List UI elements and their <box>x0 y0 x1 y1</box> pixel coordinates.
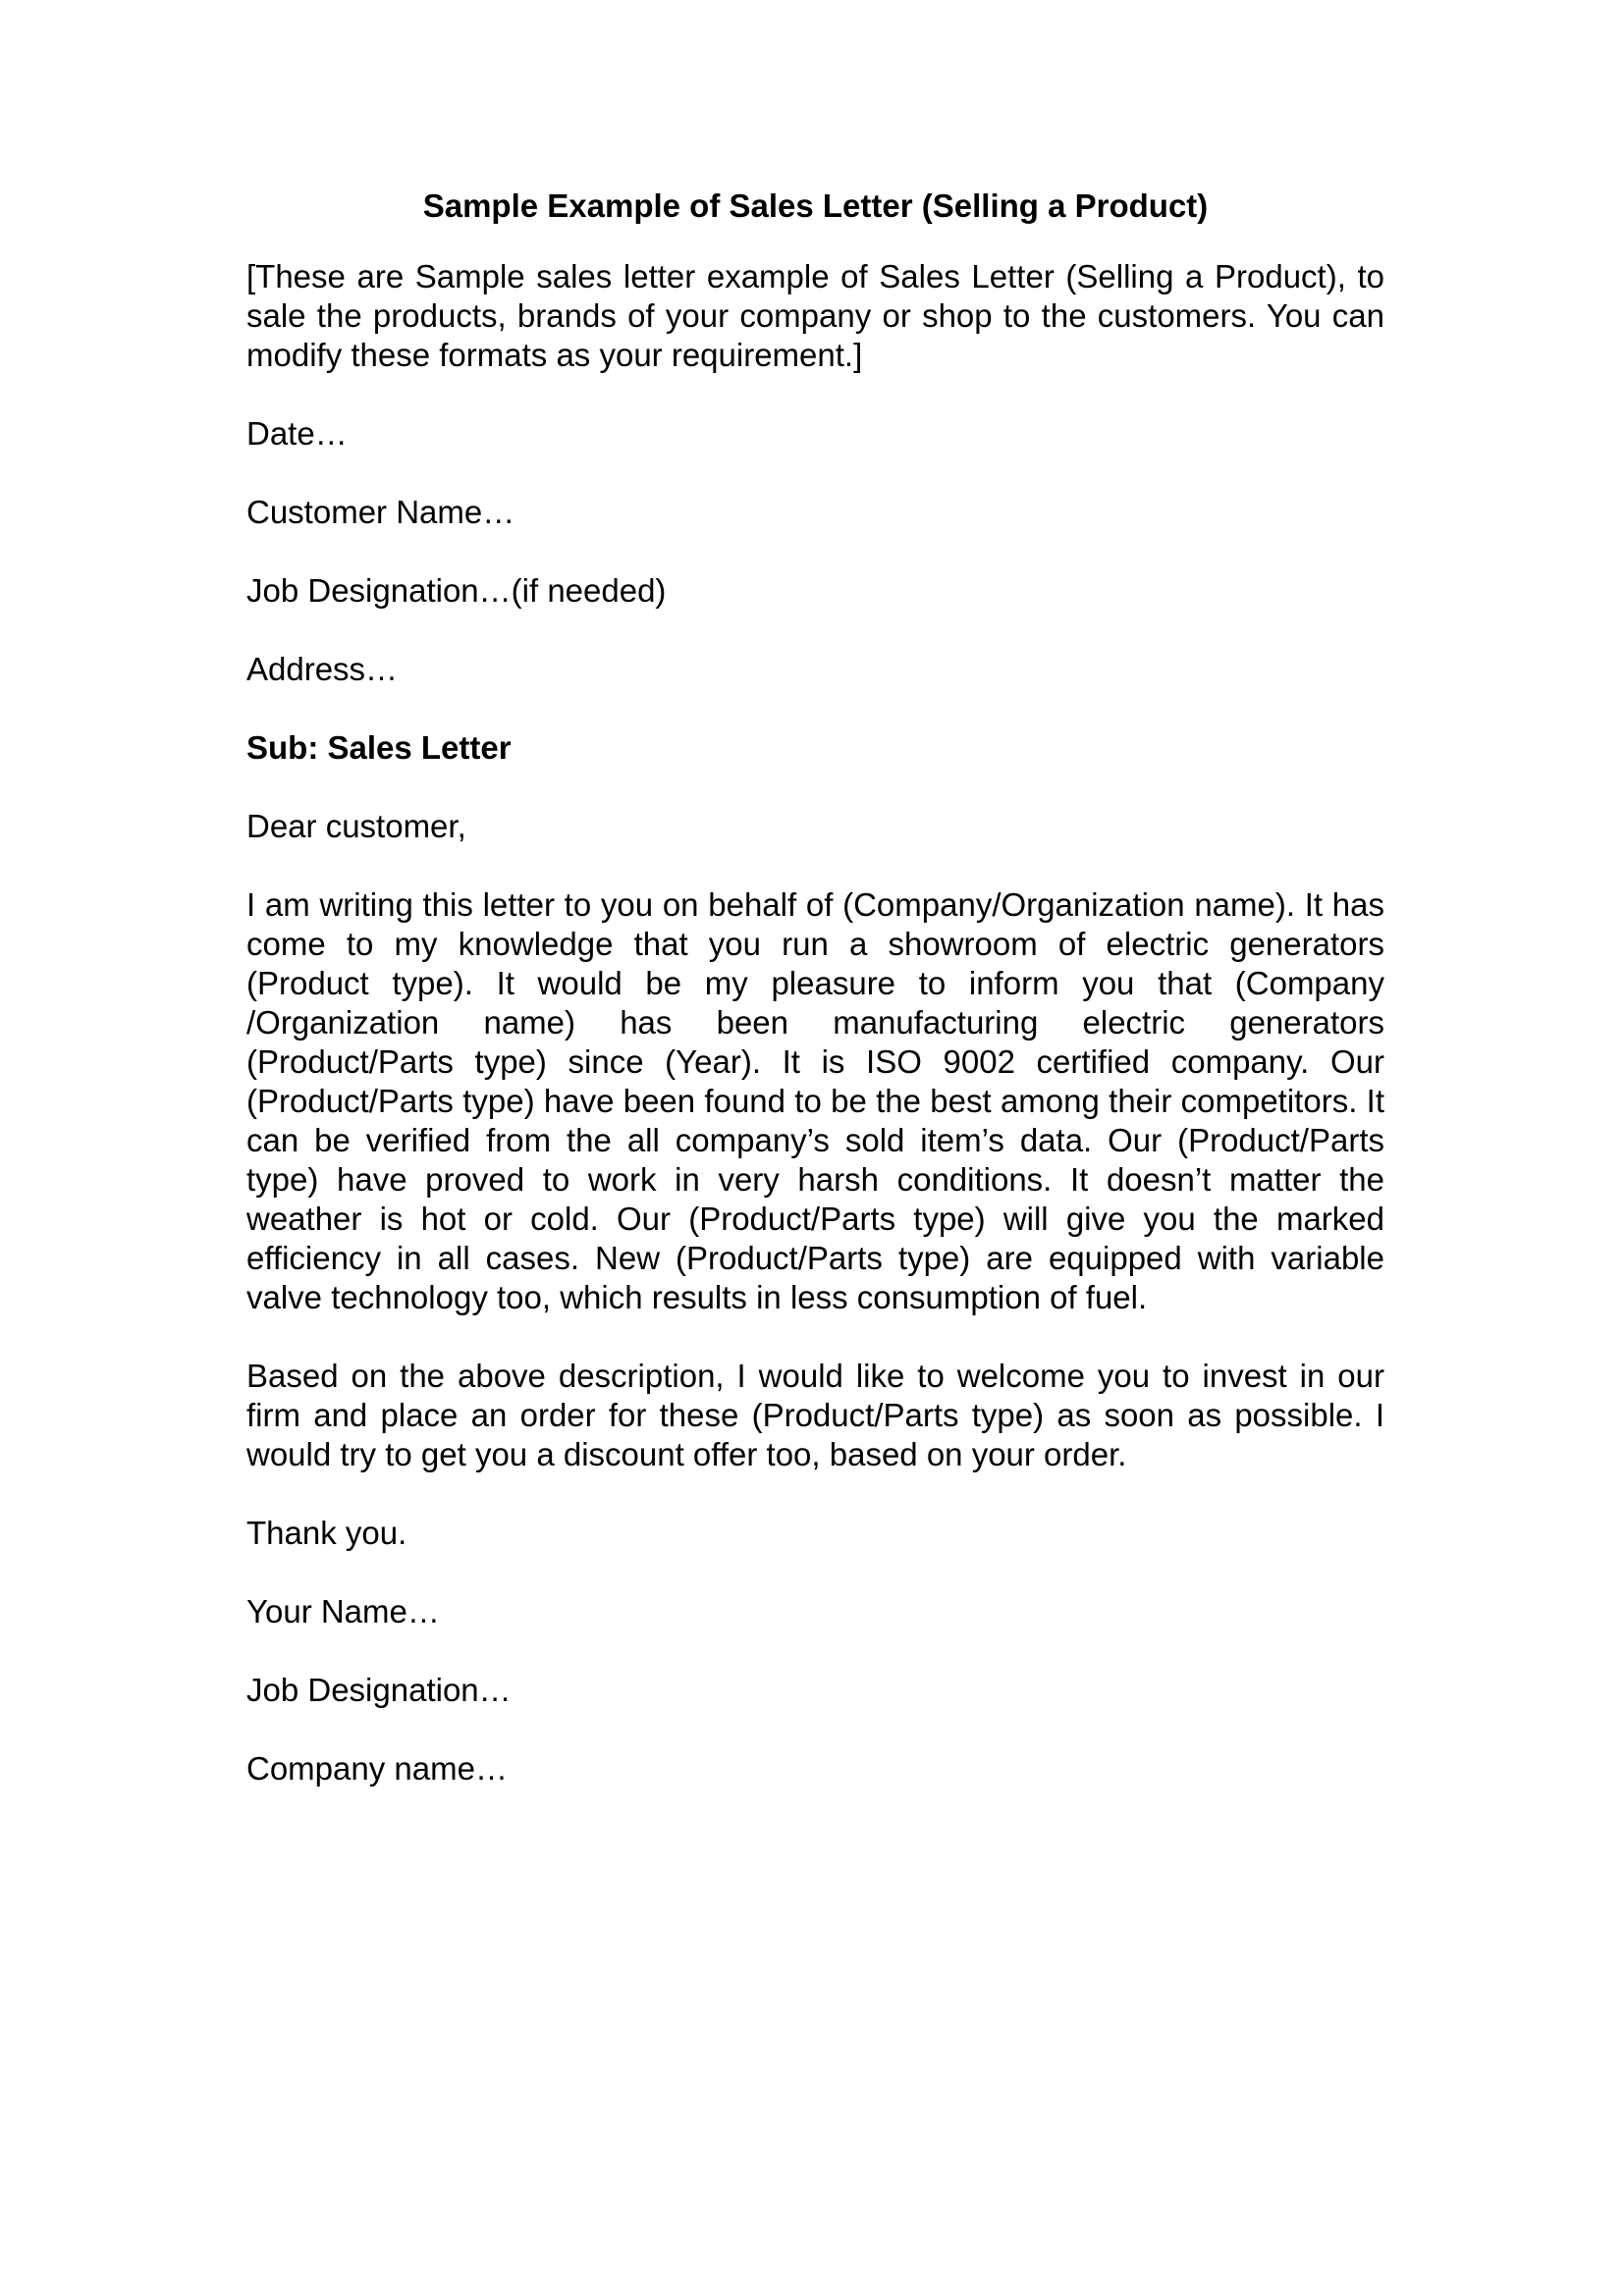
date-line: Date… <box>246 415 348 452</box>
body-paragraph-1: I am writing this letter to you on behalf of (Company/Organization name). It has come to my knowledge that you run a showroom of electric generators (Product type). It would be my pleasure to inform you that (Company /Organization name) has been manufacturing electric generators (Product/Parts type) since (Year). It is ISO 9002 certified company. Our (Product/Parts type) have been found to be the best among their competitors. It can be verified from the all company’s sold item’s data. Our (Product/Parts type) have proved to work in very harsh conditions. It doesn’t matter the weather is hot or cold. Our (Product/Parts type) will give you the marked efficiency in all cases. New (Product/Parts type) are equipped with variable valve technology too, which results in less consumption of fuel. <box>246 886 1384 1315</box>
letter-page <box>246 187 1384 1828</box>
address-line: Address… <box>246 651 399 687</box>
closing-line: Thank you. <box>246 1515 407 1551</box>
recipient-job-designation-line: Job Designation…(if needed) <box>246 572 667 609</box>
body-paragraph-2: Based on the above description, I would like to welcome you to invest in our firm and place an order for these (Product/Parts type) as soon as possible. I would try to get you a discount offer too, based on your order. <box>246 1358 1384 1472</box>
salutation-line: Dear customer, <box>246 808 466 844</box>
sender-job-designation-line: Job Designation… <box>246 1672 512 1708</box>
intro-paragraph: [These are Sample sales letter example of Sales Letter (Selling a Product), to sale the products, brands of your company or shop to the customers. You can modify these formats as your requirement.] <box>246 258 1384 373</box>
subject-line: Sub: Sales Letter <box>246 729 512 766</box>
sender-name-line: Your Name… <box>246 1593 440 1629</box>
document-title: Sample Example of Sales Letter (Selling a Product) <box>422 187 1209 224</box>
customer-name-line: Customer Name… <box>246 494 515 530</box>
company-name-line: Company name… <box>246 1750 508 1787</box>
